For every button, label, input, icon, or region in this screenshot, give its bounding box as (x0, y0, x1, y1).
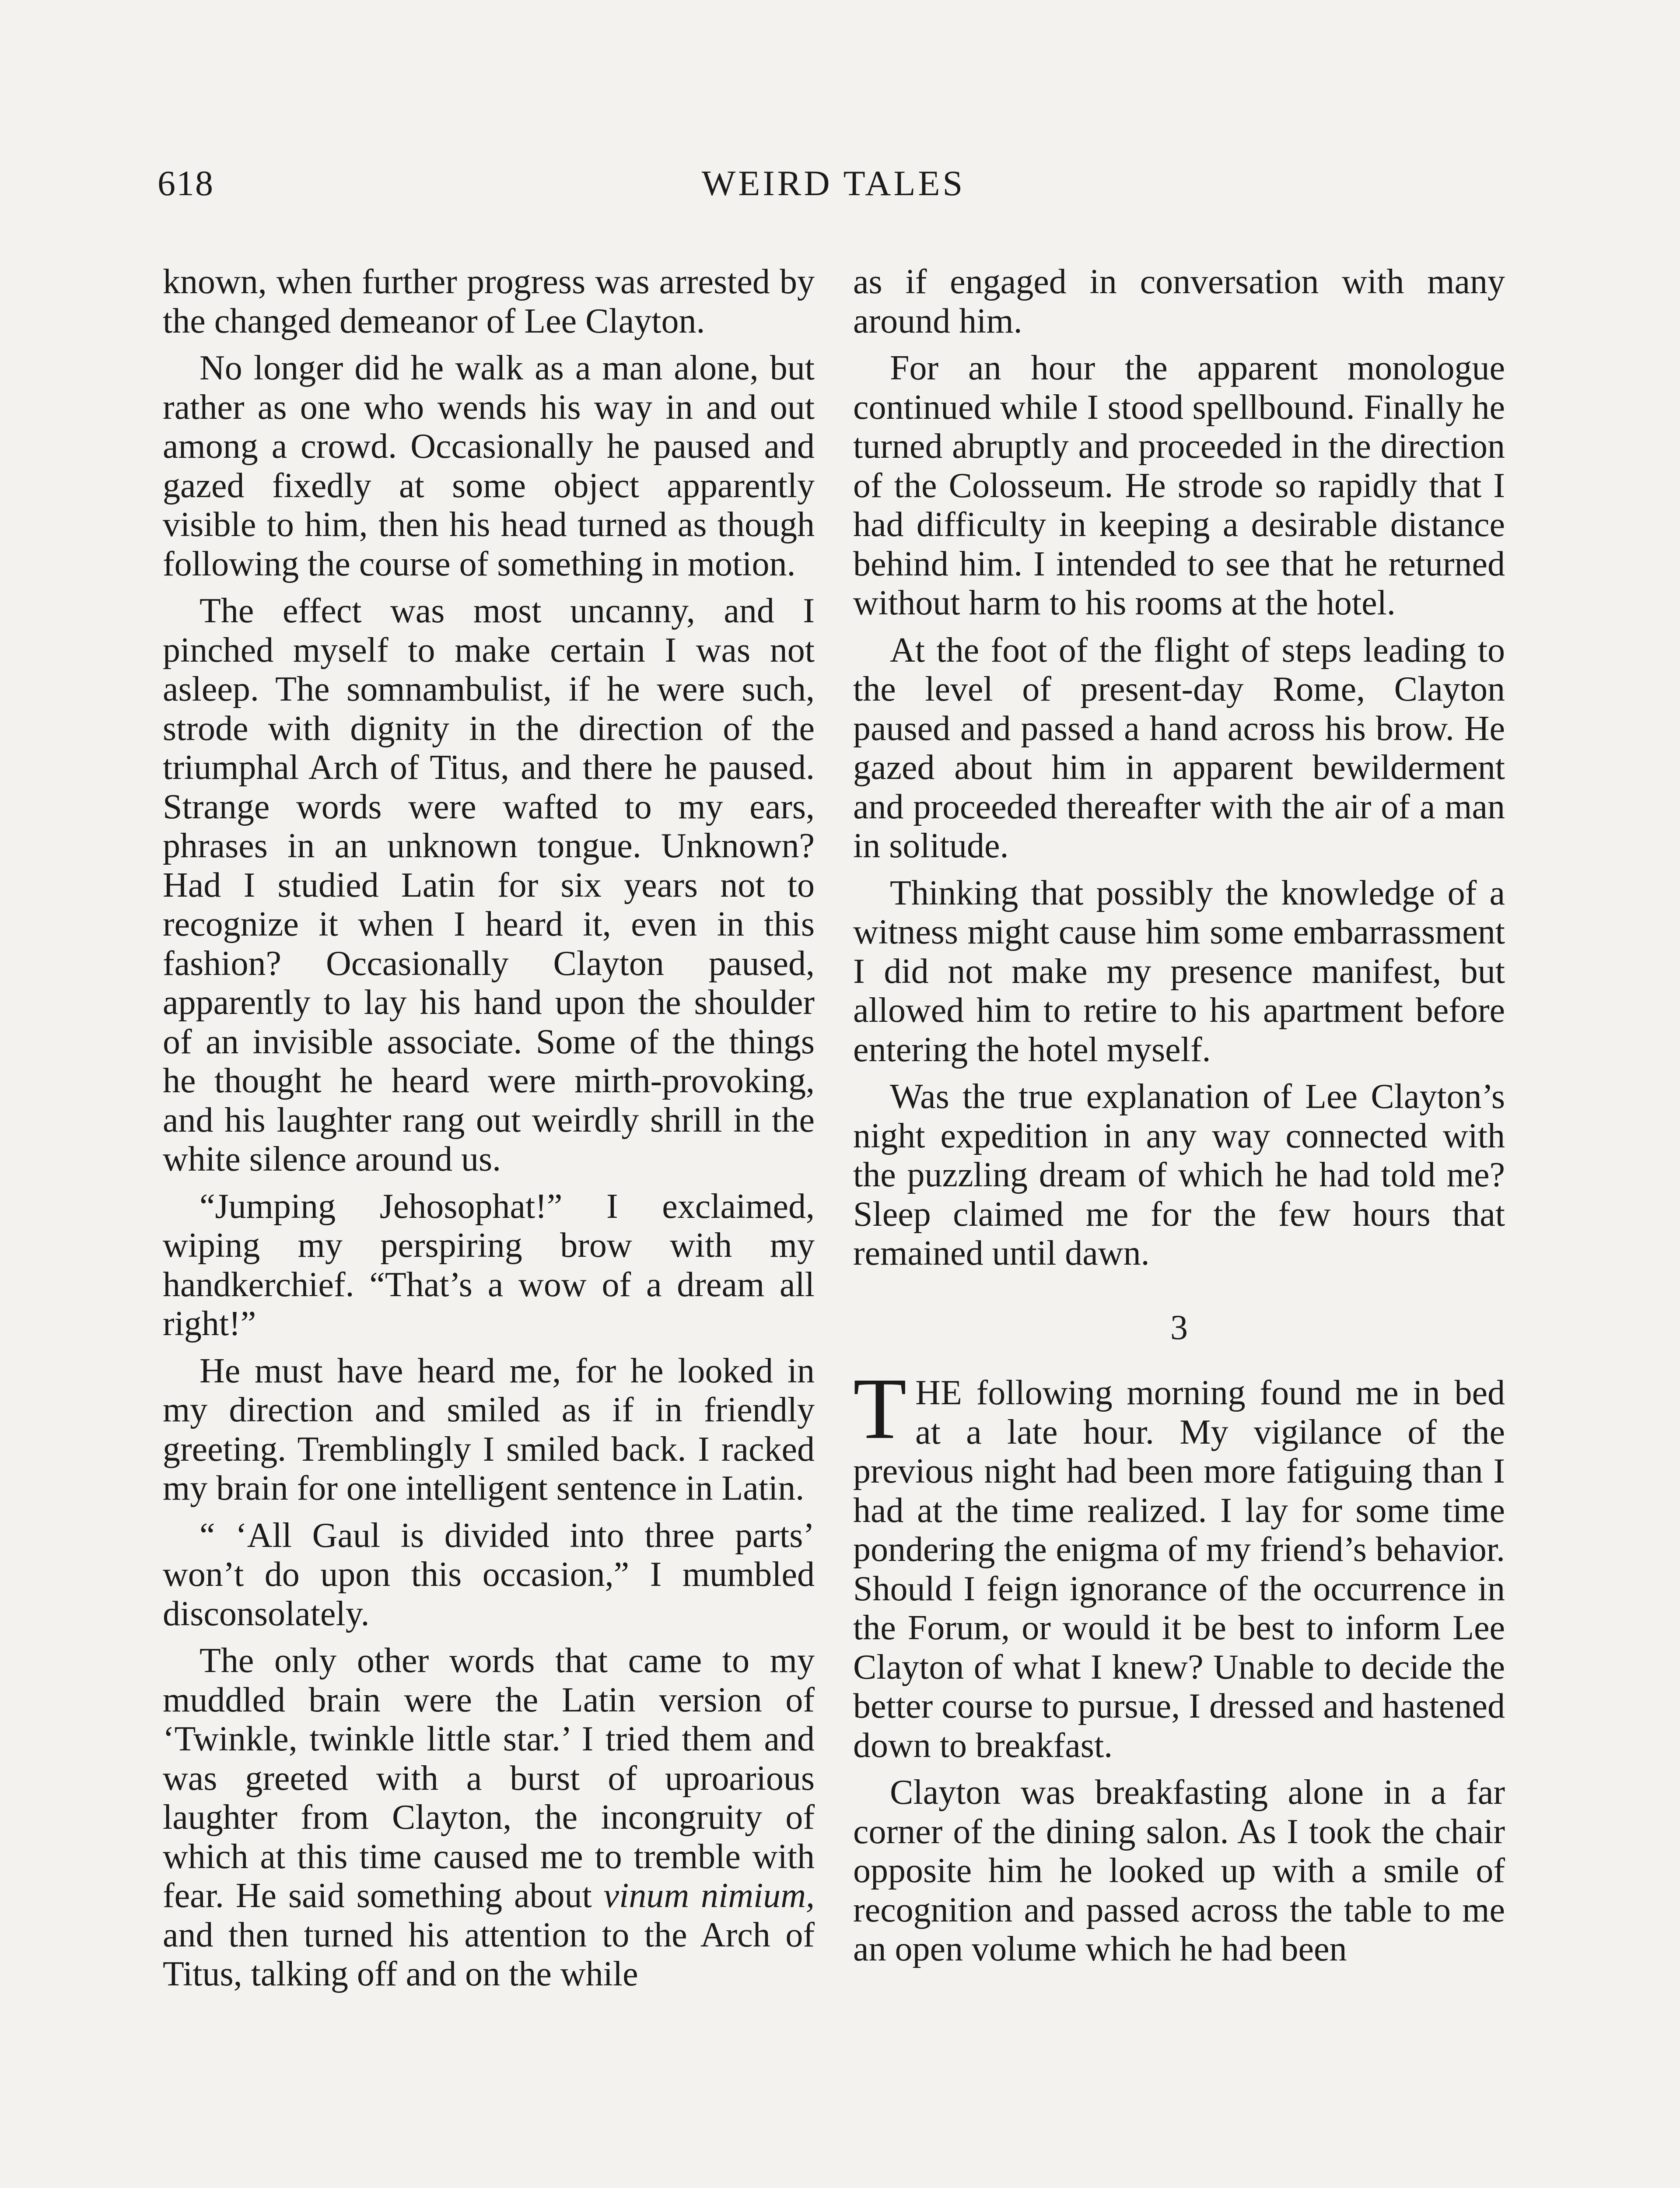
paragraph: He must have heard me, for he looked in my direction and smiled as if in friendly greeting. Tremblingly I smiled back. I racked my brain for one intelligent sentence in Latin. (163, 1351, 815, 1508)
paragraph: For an hour the apparent monologue continued while I stood spellbound. Finally he turned abruptly and proceeded in the direction of the Colosseum. He strode so rapidly that I had difficulty in keeping a desirable distance behind him. I intended to see that he returned without harm to his rooms at the hotel. (853, 349, 1505, 622)
paragraph (163, 1641, 815, 1994)
paragraph: Thinking that possibly the knowledge of a witness might cause him some embarrassment I did not make my presence manifest, but allowed him to retire to his apartment before entering the hotel myself. (853, 873, 1505, 1069)
paragraph: No longer did he walk as a man alone, but rather as one who wends his way in and out among a crowd. Occasionally he paused and gazed fixedly at some object apparently visible to him, then his head turned as though following the course of something in motion. (163, 349, 815, 583)
paragraph: At the foot of the flight of steps leading to the level of present-day Rome, Clayton paused and passed a hand across his brow. He gazed about him in apparent bewilderment and proceeded thereafter with the air of a man in solitude. (853, 631, 1505, 865)
paragraph: as if engaged in conversation with many around him. (853, 263, 1505, 340)
paragraph: Was the true explanation of Lee Clayton’s night expedition in any way connected with the puzzling dream of which he had told me? Sleep claimed me for the few hours that remained until dawn. (853, 1077, 1505, 1273)
paragraph: “Jumping Jehosophat!” I exclaimed, wiping my perspiring brow with my handkerchief. “That’s a wow of a dream all right!” (163, 1187, 815, 1343)
paragraph-text: The only other words that came to my muddled brain were the Latin version of ‘Twinkle, twinkle little star.’ I tried them and was greeted with a burst of uproarious laughter from Clayton, the incongruity of which at this time caused me to tremble with fear. He said something about (163, 1641, 815, 1915)
drop-cap: T (853, 1360, 907, 1457)
paragraph: known, when further progress was arrested by the changed demeanor of Lee Clayton. (163, 263, 815, 340)
right-column (853, 263, 1505, 1977)
section-opening-paragraph (853, 1360, 1505, 1765)
paragraph: The effect was most uncanny, and I pinched myself to make certain I was not asleep. The somnambulist, if he were such, strode with dignity in the direction of the triumphal Arch of Titus, and there he paused. Strange words were wafted to my ears, phrases in an unknown tongue. Unknown? Had I studied Latin for six years not to recognize it when I heard it, even in this fashion? Occasionally Clayton paused, apparently to lay his hand upon the shoulder of an invisible associate. Some of the things he thought he heard were mirth-provoking, and his laughter rang out weirdly shrill in the white silence around us. (163, 592, 815, 1178)
page-header (158, 163, 1509, 215)
page-number: 618 (158, 163, 214, 203)
paragraph: Clayton was breakfasting alone in a far corner of the dining salon. As I took the chair opposite him he looked up with a smile of recognition and passed across the table to me an open volume which he had been (853, 1773, 1505, 1968)
small-caps-lead: HE (915, 1374, 962, 1412)
left-column (163, 263, 815, 2002)
paragraph-text: following morning found me in bed at a late hour. My vigilance of the previous night had been more fatiguing than I had at the time realized. I lay for some time pondering the enigma of my friend’s behavior. Should I feign ignorance of the occurrence in the Forum, or would it be best to inform Lee Clayton of what I knew? Unable to decide the better course to pursue, I dressed and hastened down to breakfast. (853, 1374, 1505, 1765)
paragraph-text: and then turned his attention to the Arch of Titus, talking off and on the while (163, 1915, 815, 1993)
latin-phrase: vinum nimium, (603, 1876, 815, 1915)
section-number: 3 (1170, 1308, 1188, 1347)
running-title: WEIRD TALES (701, 163, 966, 203)
paragraph: “ ‘All Gaul is divided into three parts’ won’t do upon this occasion,” I mumbled disconsolately. (163, 1516, 815, 1633)
